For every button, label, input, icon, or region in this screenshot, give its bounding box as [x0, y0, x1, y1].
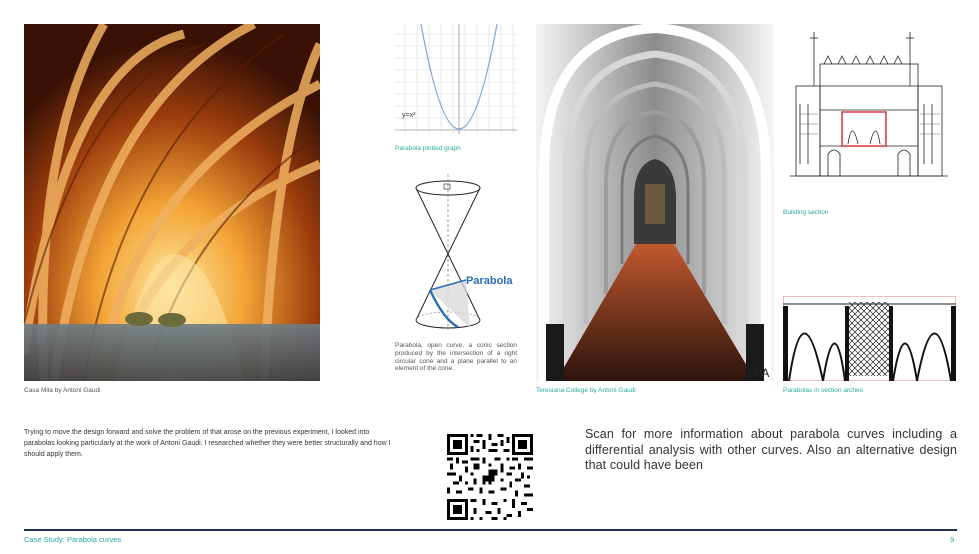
footer-rule [24, 529, 957, 531]
qr-code[interactable] [447, 434, 533, 520]
caption-building-section: Building section [783, 209, 829, 216]
caption-parabola-definition: Parabola, open curve, a conic section produced by the intersection of a right circular cone and a plane parallel to an element of the cone. [395, 342, 517, 373]
photo-watermark: LHA [748, 366, 769, 380]
graph-equation: y=x² [402, 112, 416, 119]
caption-teresiana: Teresiana College by Antoni Gaudi [536, 387, 636, 394]
teresiana-photo [536, 24, 774, 381]
footer-title: Case Study: Parabola curves [24, 535, 122, 544]
caption-casa-mila: Casa Mila by Antoni Gaudi [24, 387, 101, 394]
cone-label: Parabola [466, 275, 513, 287]
casa-mila-photo [24, 24, 320, 381]
scan-info-text: Scan for more information about parabola curves including a differential analysis with other curves. Also an alternative design that could have been [585, 427, 957, 473]
caption-parabolas-arches: Parabolas in section arches [783, 387, 863, 394]
cone-diagram [400, 170, 520, 338]
building-section-drawing [790, 24, 948, 184]
section-arches-detail [783, 296, 956, 381]
body-paragraph: Trying to move the design forward and solve the problem of that arose on the previous experiment, I looked into parabolas looking particularly at the work of Antoni Gaudi. I researched whether they were better structurally and how I should apply them. [24, 429, 391, 458]
page-number: 9 [950, 535, 955, 544]
caption-parabola-graph: Parabola plotted graph [395, 145, 461, 152]
